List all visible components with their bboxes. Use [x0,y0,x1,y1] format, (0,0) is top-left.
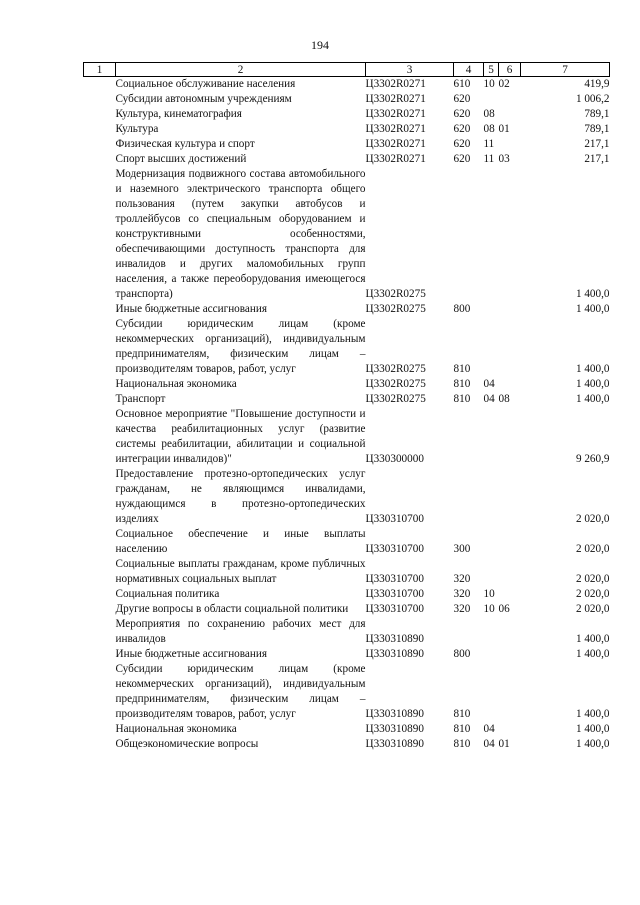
row-c5: 11 [483,138,495,150]
empty-cell [84,602,116,617]
row-code: Ц330310700 [365,543,424,555]
row-name: Мероприятия по сохранению рабочих мест для инвалидов [115,618,366,645]
header-col-2: 2 [116,63,366,77]
row-c5: 04 [483,723,495,735]
row-c6: 01 [498,123,510,135]
row-c4 [454,407,484,467]
empty-cell [84,137,116,152]
empty-cell [84,107,116,122]
row-code: Ц3302R0271 [365,138,426,150]
table-row [84,152,610,167]
table-body [84,77,610,753]
empty-cell [84,152,116,167]
row-c6 [499,317,521,377]
table-row [84,587,610,602]
row-code: Ц3302R0275 [365,363,426,375]
row-c5 [484,662,499,722]
empty-cell [84,467,116,527]
row-code: Ц330300000 [365,453,424,465]
row-c4: 800 [453,648,471,660]
row-name: Иные бюджетные ассигнования [115,648,267,660]
row-c5 [484,92,499,107]
row-amount: 2 020,0 [575,573,610,585]
row-code: Ц3302R0275 [365,288,426,300]
row-amount: 1 400,0 [575,648,610,660]
table-row [84,647,610,662]
row-c6 [499,722,521,737]
row-name: Предоставление протезно-ортопедических услуг гражданам, не являющимся инвалидами, нуждающимся в протезно-ортопедических изделиях [115,468,366,525]
row-c4 [454,467,484,527]
row-c6: 06 [498,603,510,615]
row-code: Ц3302R0271 [365,108,426,120]
empty-cell [84,647,116,662]
empty-cell [84,722,116,737]
row-c4: 800 [453,303,471,315]
table-row [84,467,610,527]
row-amount: 217,1 [584,138,610,150]
empty-cell [84,317,116,377]
header-col-6: 6 [499,63,521,77]
row-amount: 1 400,0 [575,378,610,390]
row-name: Социальные выплаты гражданам, кроме публичных нормативных социальных выплат [115,558,366,585]
row-name: Социальное обеспечение и иные выплаты населению [115,528,366,555]
row-c6: 02 [498,78,510,90]
row-code: Ц330310890 [365,708,424,720]
row-name: Основное мероприятие "Повышение доступности и качества реабилитационных услуг (развитие системы реабилитации, абилитации и социальной интеграции инвалидов)" [115,408,366,465]
row-c4: 620 [453,138,471,150]
row-c4 [454,167,484,302]
empty-cell [84,527,116,557]
header-col-5: 5 [484,63,499,77]
row-code: Ц330310890 [365,738,424,750]
row-c5 [484,317,499,377]
row-c6 [499,167,521,302]
row-code: Ц3302R0275 [365,378,426,390]
row-c5 [484,167,499,302]
row-code: Ц3302R0275 [365,303,426,315]
row-code: Ц3302R0275 [365,393,426,405]
budget-table [83,62,610,752]
empty-cell [84,557,116,587]
row-c4: 810 [453,738,471,750]
row-name: Социальная политика [115,588,220,600]
row-amount: 9 260,9 [575,453,610,465]
row-c5: 04 [483,378,495,390]
row-c5: 08 [483,123,495,135]
row-c4: 620 [453,123,471,135]
row-code: Ц330310890 [365,648,424,660]
row-c6 [499,647,521,662]
table-row [84,377,610,392]
empty-cell [84,377,116,392]
table-row [84,167,610,302]
row-c4: 620 [453,153,471,165]
header-col-3: 3 [366,63,454,77]
row-name: Социальное обслуживание населения [115,78,296,90]
empty-cell [84,407,116,467]
empty-cell [84,122,116,137]
table-row [84,392,610,407]
row-name: Культура, кинематография [115,108,242,120]
row-c4: 320 [453,588,471,600]
row-c4: 810 [453,363,471,375]
row-name: Субсидии автономным учреждениям [115,93,292,105]
row-c6 [499,137,521,152]
table-row [84,92,610,107]
row-c5: 10 [483,588,495,600]
empty-cell [84,617,116,647]
row-c5 [484,647,499,662]
row-name: Модернизация подвижного состава автомобильного и наземного электрического транспорта общего пользования (путем закупки автобусов и троллейбусов со специальным оборудованием и конструктивными особенностями, обеспечивающими доступность транспорта для инвалидов и других маломобильных групп населения, а также переоборудования имеющегося транспорта) [115,168,366,300]
table-row [84,77,610,93]
row-c5 [484,407,499,467]
row-amount: 2 020,0 [575,513,610,525]
row-c5 [484,617,499,647]
row-amount: 789,1 [584,123,610,135]
row-code: Ц3302R0271 [365,123,426,135]
row-amount: 789,1 [584,108,610,120]
row-amount: 217,1 [584,153,610,165]
row-c6 [499,92,521,107]
row-code: Ц330310700 [365,573,424,585]
row-c4 [454,617,484,647]
row-c4: 810 [453,708,471,720]
row-code: Ц330310700 [365,603,424,615]
table-row [84,617,610,647]
empty-cell [84,587,116,602]
table-row [84,662,610,722]
table-row [84,107,610,122]
row-c5: 11 [483,153,495,165]
row-c6 [499,377,521,392]
row-name: Другие вопросы в области социальной политики [115,603,349,615]
table-row [84,602,610,617]
table-row [84,137,610,152]
row-name: Физическая культура и спорт [115,138,255,150]
row-amount: 1 400,0 [575,633,610,645]
empty-cell [84,77,116,93]
row-name: Общеэкономические вопросы [115,738,259,750]
row-amount: 2 020,0 [575,543,610,555]
row-name: Национальная экономика [115,378,237,390]
row-c5: 04 [483,738,495,750]
row-c5: 04 [483,393,495,405]
header-col-4: 4 [454,63,484,77]
table-row [84,527,610,557]
row-c4: 810 [453,393,471,405]
row-name: Субсидии юридическим лицам (кроме некоммерческих организаций), индивидуальным предпринимателям, физическим лицам – производителям товаров, работ, услуг [115,318,366,375]
row-c5: 10 [483,78,495,90]
empty-cell [84,167,116,302]
row-c6 [499,302,521,317]
row-c5 [484,302,499,317]
row-c5 [484,557,499,587]
row-amount: 1 006,2 [575,93,610,105]
row-c4: 810 [453,378,471,390]
row-c6: 01 [498,738,510,750]
row-code: Ц330310890 [365,633,424,645]
table-row [84,302,610,317]
row-c4: 810 [453,723,471,735]
empty-cell [84,392,116,407]
table-row [84,122,610,137]
row-c6 [499,662,521,722]
row-amount: 2 020,0 [575,603,610,615]
row-amount: 1 400,0 [575,738,610,750]
row-amount: 1 400,0 [575,708,610,720]
empty-cell [84,92,116,107]
row-c4: 320 [453,603,471,615]
row-name: Транспорт [115,393,166,405]
row-name: Культура [115,123,159,135]
header-col-7: 7 [521,63,610,77]
header-row [84,63,610,77]
row-amount: 2 020,0 [575,588,610,600]
row-c4: 610 [453,78,471,90]
header-col-1: 1 [84,63,116,77]
row-name: Национальная экономика [115,723,237,735]
table-row [84,317,610,377]
row-c6 [499,527,521,557]
row-c6 [499,107,521,122]
row-amount: 1 400,0 [575,303,610,315]
row-c6 [499,407,521,467]
row-name: Иные бюджетные ассигнования [115,303,267,315]
table-row [84,737,610,752]
row-code: Ц330310700 [365,513,424,525]
row-c5 [484,467,499,527]
row-c4: 300 [453,543,471,555]
row-c6 [499,467,521,527]
row-c6 [499,557,521,587]
row-name: Спорт высших достижений [115,153,247,165]
row-amount: 1 400,0 [575,288,610,300]
empty-cell [84,662,116,722]
row-c4: 320 [453,573,471,585]
page-number: 194 [311,38,329,52]
row-c6 [499,587,521,602]
row-c6 [499,617,521,647]
row-code: Ц3302R0271 [365,93,426,105]
table-row [84,722,610,737]
row-amount: 1 400,0 [575,363,610,375]
row-c4: 620 [453,108,471,120]
row-amount: 419,9 [584,78,610,90]
row-c5: 08 [483,108,495,120]
row-c6: 03 [498,153,510,165]
row-code: Ц3302R0271 [365,78,426,90]
empty-cell [84,302,116,317]
row-code: Ц3302R0271 [365,153,426,165]
row-amount: 1 400,0 [575,393,610,405]
row-name: Субсидии юридическим лицам (кроме некоммерческих организаций), индивидуальным предпринимателям, физическим лицам – производителям товаров, работ, услуг [115,663,366,720]
table-row [84,407,610,467]
row-c6: 08 [498,393,510,405]
row-c4: 620 [453,93,471,105]
row-code: Ц330310700 [365,588,424,600]
row-c5: 10 [483,603,495,615]
row-code: Ц330310890 [365,723,424,735]
row-amount: 1 400,0 [575,723,610,735]
row-c5 [484,527,499,557]
empty-cell [84,737,116,752]
table-row [84,557,610,587]
